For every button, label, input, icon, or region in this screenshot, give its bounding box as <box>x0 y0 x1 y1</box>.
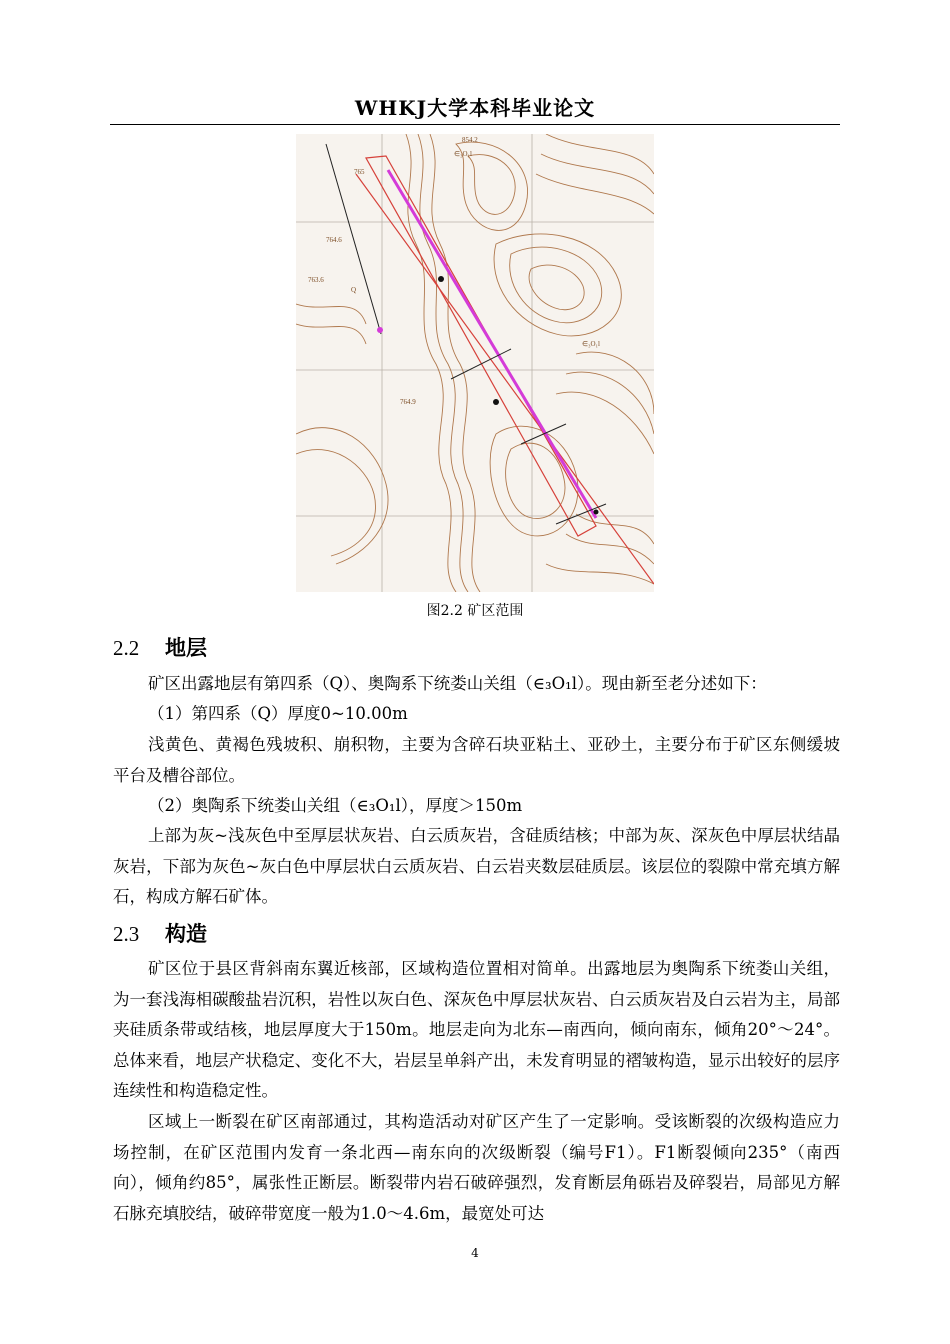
topographic-map-graphic <box>296 134 654 592</box>
page-header-title: WHKJ大学本科毕业论文 <box>354 96 596 120</box>
map-elevation-label: 764.6 <box>326 236 342 244</box>
section-title: 构造 <box>165 922 207 946</box>
header-rule <box>110 124 840 125</box>
page-number: 4 <box>471 1246 479 1260</box>
map-unit-label-top: ∈₃O₁l <box>454 150 472 158</box>
map-elevation-label: 764.9 <box>400 398 416 406</box>
paragraph: 浅黄色、黄褐色残坡积、崩积物，主要为含碎石块亚粘土、亚砂土，主要分布于矿区东侧缓坡平台及槽谷部位。 <box>113 735 840 785</box>
paragraph: （2）奥陶系下统娄山关组（∈₃O₁l），厚度＞150m <box>148 796 523 815</box>
map-elevation-label: 854.2 <box>462 136 478 144</box>
map-unit-label-right: ∈₃O₁l <box>582 340 600 348</box>
paragraph: 区域上一断裂在矿区南部通过，其构造活动对矿区产生了一定影响。受该断裂的次级构造应力场控制，在矿区范围内发育一条北西—南东向的次级断裂（编号F1）。F1断裂倾向235°（南西向），倾角约85°，属张性正断层。断裂带内岩石破碎强烈，发育断层角砾岩及碎裂岩，局部见方解石脉充填胶结，破碎带宽度一般为1.0～4.6m，最宽处可达 <box>113 1112 840 1223</box>
map-q-label: Q <box>351 286 357 294</box>
mining-area-map <box>296 134 654 592</box>
paragraph: 矿区位于县区背斜南东翼近核部，区域构造位置相对简单。出露地层为奥陶系下统娄山关组，为一套浅海相碳酸盐岩沉积，岩性以灰白色、深灰色中厚层状灰岩、白云质灰岩及白云岩为主，局部夹硅质条带或结核，地层厚度大于150m。地层走向为北东—南西向，倾向南东，倾角20°～24°。总体来看，地层产状稳定、变化不大，岩层呈单斜产出，未发育明显的褶皱构造，显示出较好的层序连续性和构造稳定性。 <box>113 959 840 1100</box>
section-title: 地层 <box>165 636 207 660</box>
section-heading-2-3 <box>113 918 207 948</box>
map-elevation-label: 765 <box>354 168 365 176</box>
figure-caption: 图2.2 矿区范围 <box>426 603 524 619</box>
section-number: 2.3 <box>113 922 140 946</box>
paragraph: 上部为灰~浅灰色中至厚层状灰岩、白云质灰岩，含硅质结核；中部为灰、深灰色中厚层状结晶灰岩，下部为灰色~灰白色中厚层状白云质灰岩、白云岩夹数层硅质层。该层位的裂隙中常充填方解石，构成方解石矿体。 <box>113 826 840 906</box>
paragraph: 矿区出露地层有第四系（Q）、奥陶系下统娄山关组（∈₃O₁l）。现由新至老分述如下： <box>148 674 767 693</box>
section-heading-2-2 <box>113 632 207 662</box>
map-elevation-label: 763.6 <box>308 276 324 284</box>
paragraph: （1）第四系（Q）厚度0~10.00m <box>148 704 408 723</box>
section-number: 2.2 <box>113 636 140 660</box>
